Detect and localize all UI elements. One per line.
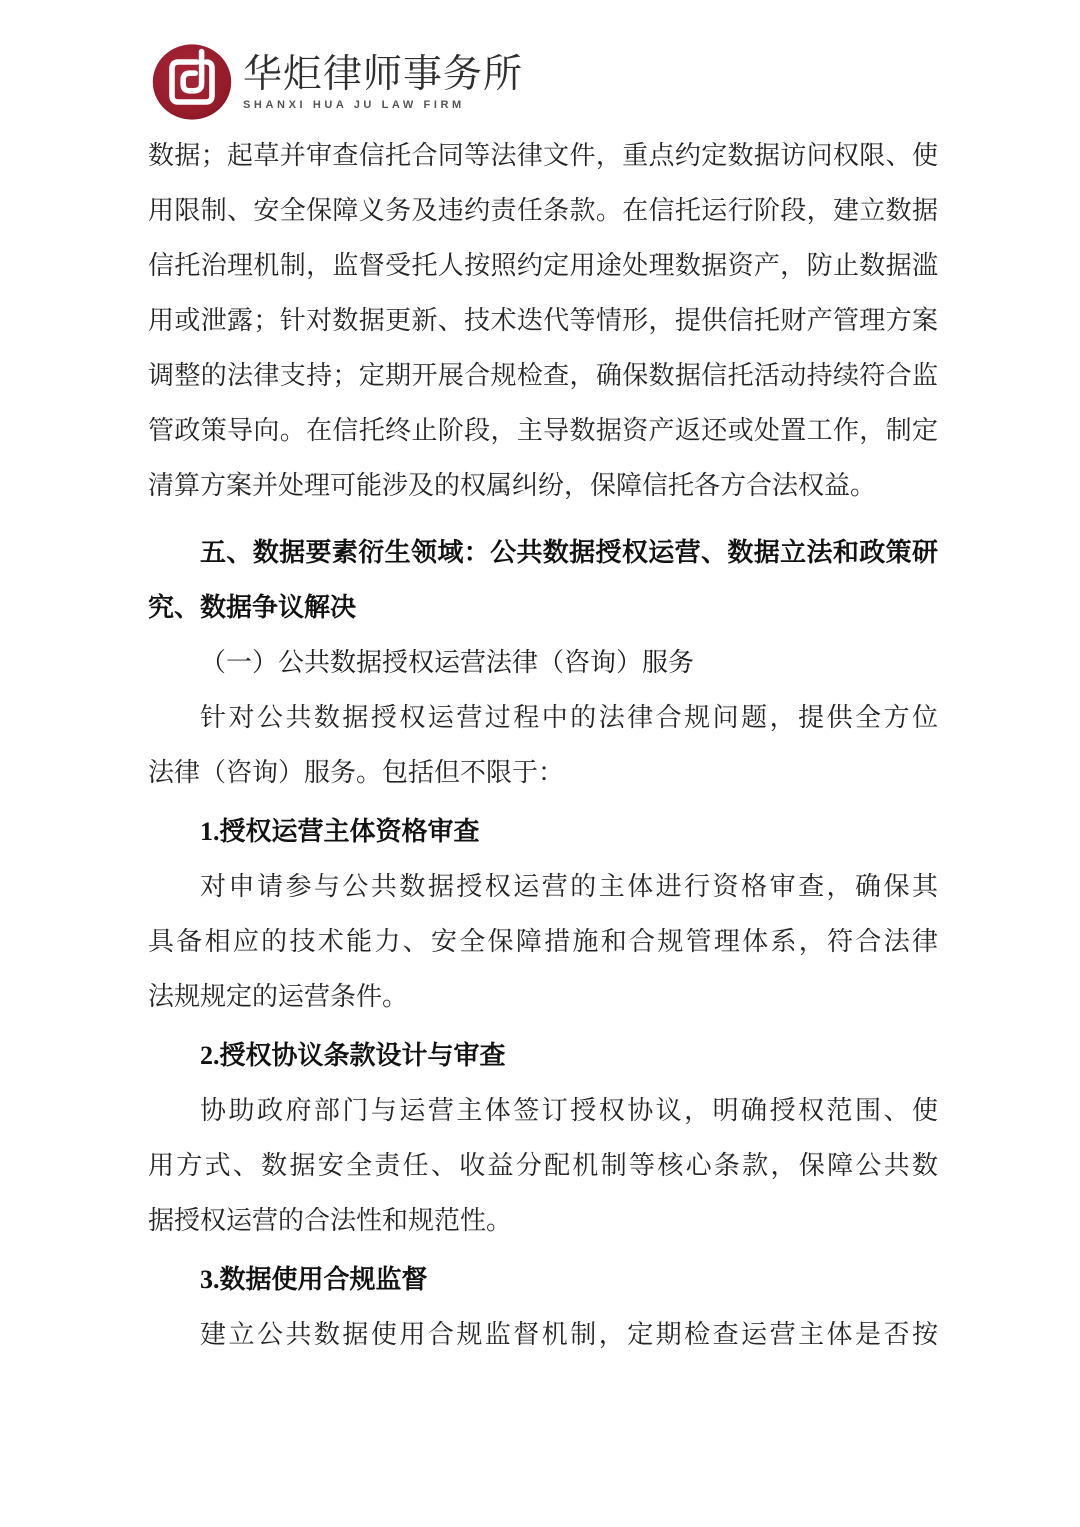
logo-name-cn: 华炬律师事务所 bbox=[243, 52, 524, 96]
text-line: 究、数据争议解决 bbox=[148, 593, 357, 622]
text-line: 1.授权运营主体资格审查 bbox=[200, 817, 480, 846]
paragraph-intro bbox=[148, 690, 938, 800]
text-line: 据授权运营的合法性和规范性。 bbox=[148, 1206, 513, 1235]
text-line: 具备相应的技术能力、安全保障措施和合规管理体系，符合法律 bbox=[148, 927, 938, 956]
numbered-heading-1 bbox=[148, 804, 938, 859]
text-line: 2.授权协议条款设计与审查 bbox=[200, 1041, 506, 1070]
text-line: 3.数据使用合规监督 bbox=[200, 1265, 428, 1294]
paragraph-compliance-supervision bbox=[148, 1307, 938, 1362]
logo-text bbox=[243, 53, 523, 112]
square-spiral-monogram-icon bbox=[150, 42, 234, 122]
text-line: 管政策导向。在信托终止阶段，主导数据资产返还或处置工作，制定 bbox=[148, 416, 938, 445]
text-line: 法规规定的运营条件。 bbox=[148, 982, 409, 1011]
subsection-heading-1 bbox=[148, 635, 938, 690]
paragraph-qualification-review bbox=[148, 859, 938, 1024]
text-line: 针对公共数据授权运营过程中的法律合规问题，提供全方位 bbox=[200, 703, 938, 732]
paragraph-data-trust bbox=[148, 128, 938, 513]
text-line: 调整的法律支持；定期开展合规检查，确保数据信托活动持续符合监 bbox=[148, 361, 938, 390]
paragraph-agreement-design bbox=[148, 1083, 938, 1248]
numbered-heading-3 bbox=[148, 1252, 938, 1307]
text-line: 对申请参与公共数据授权运营的主体进行资格审查，确保其 bbox=[200, 872, 938, 901]
numbered-heading-2 bbox=[148, 1028, 938, 1083]
text-line: 数据；起草并审查信托合同等法律文件，重点约定数据访问权限、使 bbox=[148, 141, 938, 170]
section-heading-5 bbox=[148, 525, 938, 635]
text-line: 建立公共数据使用合规监督机制，定期检查运营主体是否按 bbox=[200, 1320, 938, 1349]
text-line: 用限制、安全保障义务及违约责任条款。在信托运行阶段，建立数据 bbox=[148, 196, 938, 225]
text-line: 用或泄露；针对数据更新、技术迭代等情形，提供信托财产管理方案 bbox=[148, 306, 938, 335]
logo-name-en: SHANXI HUA JU LAW FIRM bbox=[243, 98, 465, 111]
text-line: 信托治理机制，监督受托人按照约定用途处理数据资产，防止数据滥 bbox=[148, 251, 938, 280]
document-body bbox=[148, 128, 938, 1362]
text-line: 五、数据要素衍生领域：公共数据授权运营、数据立法和政策研 bbox=[200, 538, 938, 567]
text-line: 法律（咨询）服务。包括但不限于： bbox=[148, 758, 565, 787]
text-line: 清算方案并处理可能涉及的权属纠纷，保障信托各方合法权益。 bbox=[148, 471, 877, 500]
text-line: 用方式、数据安全责任、收益分配机制等核心条款，保障公共数 bbox=[148, 1151, 938, 1180]
law-firm-logo bbox=[150, 42, 523, 122]
text-line: 协助政府部门与运营主体签订授权协议，明确授权范围、使 bbox=[200, 1096, 938, 1125]
text-line: （一）公共数据授权运营法律（咨询）服务 bbox=[200, 648, 695, 677]
